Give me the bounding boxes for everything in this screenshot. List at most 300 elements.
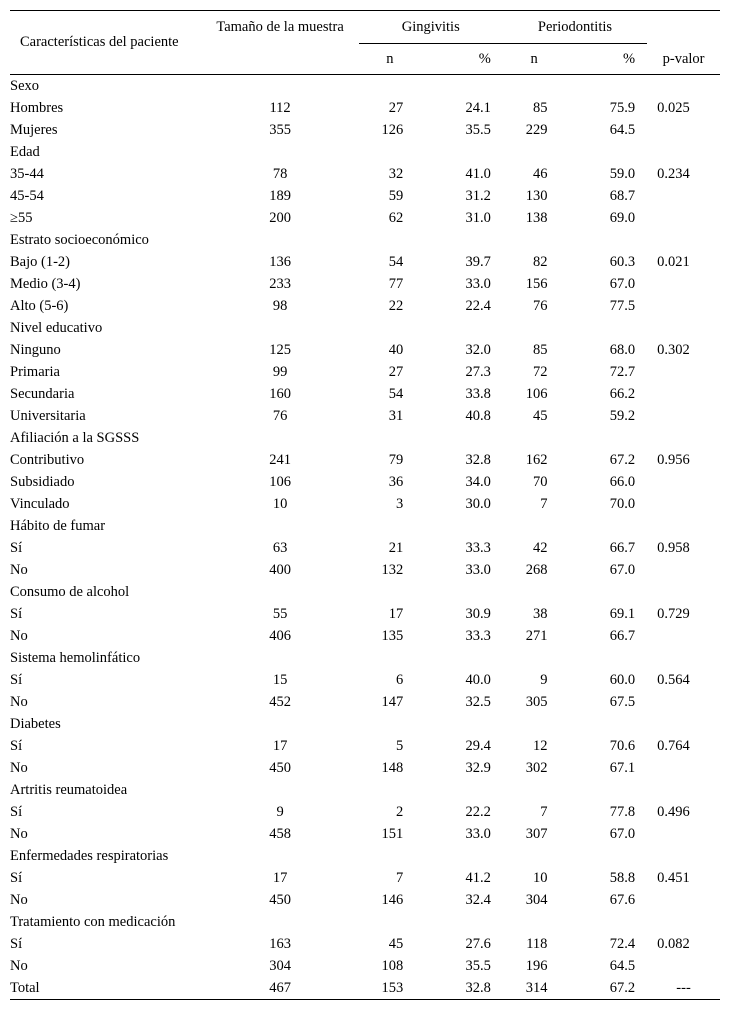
group-label: Estrato socioeconómico — [10, 231, 149, 248]
row-label: Hombres — [10, 99, 64, 116]
sample-size-value: 400 — [269, 561, 291, 578]
empty-cell — [359, 515, 422, 537]
total-row — [10, 977, 720, 1000]
empty-cell — [202, 911, 359, 933]
empty-cell — [503, 911, 566, 933]
gingivitis-n-value: 148 — [381, 759, 404, 776]
sample-size-value: 163 — [269, 935, 291, 952]
header-gingivitis: Gingivitis — [359, 11, 503, 44]
table-row — [10, 493, 720, 515]
empty-cell — [421, 779, 503, 801]
pvalue-value — [647, 207, 720, 229]
sample-size-value: 78 — [272, 165, 288, 182]
empty-cell — [202, 141, 359, 163]
pvalue-value: 0.021 — [657, 253, 690, 270]
empty-cell — [503, 75, 566, 98]
empty-cell — [421, 229, 503, 251]
header-gingivitis-n: n — [386, 50, 394, 67]
row-label: Bajo (1-2) — [10, 253, 70, 270]
empty-cell — [359, 713, 422, 735]
group-header-row — [10, 779, 720, 801]
row-label: No — [10, 561, 28, 578]
row-label: No — [10, 627, 28, 644]
periodontitis-pct-value: 70.6 — [609, 737, 636, 754]
empty-cell — [202, 427, 359, 449]
group-label: Enfermedades respiratorias — [10, 847, 169, 864]
empty-cell — [565, 845, 647, 867]
table-row — [10, 339, 720, 361]
gingivitis-pct-value: 33.8 — [465, 385, 491, 402]
group-header-row — [10, 317, 720, 339]
empty-cell — [647, 141, 720, 163]
row-label: Vinculado — [10, 495, 70, 512]
gingivitis-n-value: 27 — [388, 363, 404, 380]
total-gingivitis-pct: 32.8 — [465, 979, 491, 996]
periodontitis-n-value: 106 — [525, 385, 548, 402]
periodontitis-n-value: 302 — [525, 759, 548, 776]
periodontitis-n-value: 130 — [525, 187, 548, 204]
periodontitis-n-value: 85 — [532, 341, 548, 358]
periodontitis-n-value: 38 — [532, 605, 548, 622]
row-label: Sí — [10, 539, 23, 556]
gingivitis-pct-value: 29.4 — [465, 737, 491, 754]
group-label: Hábito de fumar — [10, 517, 106, 534]
row-label: Universitaria — [10, 407, 86, 424]
table-row — [10, 867, 720, 889]
periodontitis-pct-value: 68.0 — [609, 341, 636, 358]
total-pvalue: --- — [676, 979, 691, 996]
table-row — [10, 185, 720, 207]
row-label: Medio (3-4) — [10, 275, 81, 292]
sample-size-value: 241 — [269, 451, 291, 468]
sample-size-value: 17 — [272, 737, 288, 754]
empty-cell — [647, 647, 720, 669]
empty-cell — [202, 647, 359, 669]
empty-cell — [647, 713, 720, 735]
pvalue-value: 0.764 — [657, 737, 690, 754]
table-row — [10, 669, 720, 691]
row-label: Mujeres — [10, 121, 58, 138]
sample-size-value: 106 — [269, 473, 291, 490]
pvalue-value: 0.234 — [657, 165, 690, 182]
empty-cell — [565, 911, 647, 933]
table-body — [10, 75, 720, 1000]
empty-cell — [421, 141, 503, 163]
empty-cell — [202, 317, 359, 339]
periodontitis-n-value: 85 — [532, 99, 548, 116]
group-label: Diabetes — [10, 715, 61, 732]
empty-cell — [421, 581, 503, 603]
empty-cell — [359, 779, 422, 801]
empty-cell — [647, 427, 720, 449]
header-periodontitis-pct: % — [623, 50, 636, 67]
gingivitis-n-value: 3 — [395, 495, 404, 512]
pvalue-value: 0.496 — [657, 803, 690, 820]
header-row-top — [10, 11, 720, 45]
periodontitis-n-value: 12 — [532, 737, 548, 754]
table-row — [10, 295, 720, 317]
pvalue-value — [647, 493, 720, 515]
periodontitis-n-value: 10 — [532, 869, 548, 886]
header-sample-size: Tamaño de la muestra — [216, 19, 344, 35]
table-row — [10, 955, 720, 977]
sample-size-value: 125 — [269, 341, 291, 358]
table-row — [10, 163, 720, 185]
row-label: Subsidiado — [10, 473, 75, 490]
sample-size-value: 450 — [269, 759, 291, 776]
group-label: Artritis reumatoidea — [10, 781, 128, 798]
table-row — [10, 559, 720, 581]
sample-size-value: 9 — [276, 803, 284, 820]
sample-size-value: 15 — [272, 671, 288, 688]
empty-cell — [647, 911, 720, 933]
sample-size-value: 458 — [269, 825, 291, 842]
gingivitis-n-value: 6 — [395, 671, 404, 688]
table-row — [10, 251, 720, 273]
periodontitis-pct-value: 66.0 — [609, 473, 636, 490]
periodontitis-pct-value: 70.0 — [609, 495, 636, 512]
pvalue-value — [647, 185, 720, 207]
gingivitis-n-value: 36 — [388, 473, 404, 490]
table-row — [10, 735, 720, 757]
empty-cell — [421, 317, 503, 339]
gingivitis-n-value: 32 — [388, 165, 404, 182]
gingivitis-pct-value: 35.5 — [465, 957, 491, 974]
sample-size-value: 63 — [272, 539, 288, 556]
gingivitis-n-value: 22 — [388, 297, 404, 314]
gingivitis-n-value: 151 — [381, 825, 404, 842]
periodontitis-pct-value: 67.6 — [609, 891, 636, 908]
gingivitis-n-value: 79 — [388, 451, 404, 468]
periodontitis-n-value: 118 — [526, 935, 548, 952]
table-row — [10, 889, 720, 911]
empty-cell — [503, 317, 566, 339]
group-label: Tratamiento con medicación — [10, 913, 176, 930]
pvalue-value — [647, 295, 720, 317]
gingivitis-pct-value: 31.2 — [465, 187, 491, 204]
total-periodontitis-n: 314 — [525, 979, 548, 996]
table-row — [10, 823, 720, 845]
empty-cell — [359, 845, 422, 867]
pvalue-value — [647, 691, 720, 713]
table-row — [10, 405, 720, 427]
gingivitis-pct-value: 27.3 — [465, 363, 491, 380]
empty-cell — [421, 515, 503, 537]
gingivitis-pct-value: 32.0 — [465, 341, 491, 358]
empty-cell — [647, 229, 720, 251]
empty-cell — [421, 647, 503, 669]
gingivitis-pct-value: 32.9 — [465, 759, 491, 776]
pvalue-value — [647, 119, 720, 141]
empty-cell — [421, 75, 503, 98]
pvalue-value: 0.451 — [657, 869, 690, 886]
gingivitis-n-value: 147 — [381, 693, 404, 710]
group-label: Consumo de alcohol — [10, 583, 130, 600]
periodontitis-pct-value: 67.0 — [609, 275, 636, 292]
periodontitis-n-value: 76 — [532, 297, 548, 314]
empty-cell — [421, 911, 503, 933]
pvalue-value — [647, 273, 720, 295]
sample-size-value: 200 — [269, 209, 291, 226]
row-label: Sí — [10, 935, 23, 952]
sample-size-value: 76 — [272, 407, 288, 424]
empty-cell — [202, 75, 359, 98]
table-row — [10, 361, 720, 383]
pvalue-value — [647, 405, 720, 427]
gingivitis-n-value: 135 — [381, 627, 404, 644]
gingivitis-n-value: 54 — [388, 385, 404, 402]
total-periodontitis-pct: 67.2 — [609, 979, 636, 996]
pvalue-value: 0.956 — [657, 451, 690, 468]
gingivitis-n-value: 59 — [388, 187, 404, 204]
periodontitis-pct-value: 64.5 — [609, 121, 636, 138]
periodontitis-n-value: 162 — [525, 451, 548, 468]
empty-cell — [202, 779, 359, 801]
sample-size-value: 189 — [269, 187, 291, 204]
gingivitis-pct-value: 32.8 — [465, 451, 491, 468]
periodontitis-pct-value: 67.1 — [609, 759, 636, 776]
group-header-row — [10, 141, 720, 163]
table-row — [10, 537, 720, 559]
pvalue-value — [647, 955, 720, 977]
gingivitis-pct-value: 33.0 — [465, 825, 491, 842]
gingivitis-pct-value: 41.2 — [465, 869, 491, 886]
periodontitis-n-value: 305 — [525, 693, 548, 710]
gingivitis-pct-value: 34.0 — [465, 473, 491, 490]
sample-size-value: 99 — [272, 363, 288, 380]
empty-cell — [202, 581, 359, 603]
group-label: Sexo — [10, 77, 39, 94]
empty-cell — [503, 141, 566, 163]
sample-size-value: 112 — [269, 99, 291, 116]
pvalue-value — [647, 625, 720, 647]
row-label: No — [10, 825, 28, 842]
gingivitis-pct-value: 32.4 — [465, 891, 491, 908]
periodontitis-n-value: 72 — [532, 363, 548, 380]
periodontitis-pct-value: 66.2 — [609, 385, 636, 402]
empty-cell — [647, 581, 720, 603]
periodontitis-n-value: 82 — [532, 253, 548, 270]
pvalue-value: 0.025 — [657, 99, 690, 116]
table-row — [10, 449, 720, 471]
table-row — [10, 97, 720, 119]
empty-cell — [202, 713, 359, 735]
gingivitis-pct-value: 22.4 — [465, 297, 491, 314]
empty-cell — [202, 515, 359, 537]
empty-cell — [565, 647, 647, 669]
gingivitis-pct-value: 33.0 — [465, 275, 491, 292]
table-row — [10, 933, 720, 955]
row-label: Sí — [10, 803, 23, 820]
gingivitis-pct-value: 30.9 — [465, 605, 491, 622]
gingivitis-pct-value: 24.1 — [465, 99, 491, 116]
sample-size-value: 10 — [272, 495, 288, 512]
empty-cell — [359, 229, 422, 251]
group-label: Edad — [10, 143, 40, 160]
header-periodontitis-n: n — [530, 50, 538, 67]
periodontitis-n-value: 138 — [525, 209, 548, 226]
pvalue-value: 0.564 — [657, 671, 690, 688]
pvalue-value: 0.729 — [657, 605, 690, 622]
header-characteristic: Características del paciente — [20, 34, 179, 50]
table-row — [10, 625, 720, 647]
table-row — [10, 273, 720, 295]
periodontitis-n-value: 268 — [525, 561, 548, 578]
gingivitis-pct-value: 31.0 — [465, 209, 491, 226]
gingivitis-n-value: 77 — [388, 275, 404, 292]
gingivitis-pct-value: 41.0 — [465, 165, 491, 182]
sample-size-value: 452 — [269, 693, 291, 710]
empty-cell — [647, 845, 720, 867]
pvalue-value — [647, 889, 720, 911]
periodontitis-n-value: 45 — [532, 407, 548, 424]
sample-size-value: 98 — [272, 297, 288, 314]
periodontitis-n-value: 7 — [540, 495, 548, 512]
empty-cell — [359, 911, 422, 933]
gingivitis-pct-value: 30.0 — [465, 495, 491, 512]
gingivitis-n-value: 2 — [395, 803, 404, 820]
gingivitis-n-value: 45 — [388, 935, 404, 952]
group-header-row — [10, 427, 720, 449]
gingivitis-pct-value: 32.5 — [465, 693, 491, 710]
gingivitis-n-value: 146 — [381, 891, 404, 908]
gingivitis-n-value: 40 — [388, 341, 404, 358]
header-periodontitis: Periodontitis — [503, 11, 647, 44]
group-header-row — [10, 229, 720, 251]
group-label: Nivel educativo — [10, 319, 103, 336]
row-label: 35-44 — [10, 165, 44, 182]
periodontitis-n-value: 70 — [532, 473, 548, 490]
periodontitis-pct-value: 66.7 — [609, 539, 636, 556]
total-sample-size: 467 — [269, 979, 291, 996]
empty-cell — [565, 713, 647, 735]
sample-size-value: 17 — [272, 869, 288, 886]
gingivitis-n-value: 7 — [395, 869, 404, 886]
empty-cell — [503, 845, 566, 867]
gingivitis-n-value: 126 — [381, 121, 404, 138]
header-gingivitis-pct: % — [478, 50, 491, 67]
periodontitis-n-value: 196 — [525, 957, 548, 974]
row-label: Sí — [10, 671, 23, 688]
periodontitis-pct-value: 67.0 — [609, 561, 636, 578]
row-label: 45-54 — [10, 187, 44, 204]
gingivitis-n-value: 54 — [388, 253, 404, 270]
empty-cell — [565, 317, 647, 339]
empty-cell — [359, 141, 422, 163]
empty-cell — [359, 647, 422, 669]
empty-cell — [565, 75, 647, 98]
sample-size-value: 304 — [269, 957, 291, 974]
periodontitis-pct-value: 77.8 — [609, 803, 636, 820]
periodontitis-pct-value: 75.9 — [609, 99, 636, 116]
periodontitis-n-value: 46 — [532, 165, 548, 182]
gingivitis-n-value: 108 — [381, 957, 404, 974]
sample-size-value: 136 — [269, 253, 291, 270]
gingivitis-n-value: 17 — [388, 605, 404, 622]
table-row — [10, 691, 720, 713]
gingivitis-pct-value: 27.6 — [465, 935, 491, 952]
periodontitis-pct-value: 64.5 — [609, 957, 636, 974]
periodontitis-pct-value: 67.0 — [609, 825, 636, 842]
empty-cell — [503, 647, 566, 669]
empty-cell — [565, 427, 647, 449]
periodontitis-pct-value: 59.2 — [609, 407, 636, 424]
table-row — [10, 801, 720, 823]
empty-cell — [421, 713, 503, 735]
gingivitis-pct-value: 33.0 — [465, 561, 491, 578]
total-label: Total — [10, 979, 40, 996]
total-gingivitis-n: 153 — [381, 979, 404, 996]
table-row — [10, 207, 720, 229]
empty-cell — [421, 845, 503, 867]
table-row — [10, 603, 720, 625]
row-label: Alto (5-6) — [10, 297, 69, 314]
row-label: Primaria — [10, 363, 60, 380]
row-label: Sí — [10, 869, 23, 886]
empty-cell — [503, 779, 566, 801]
periodontitis-pct-value: 59.0 — [609, 165, 636, 182]
row-label: Sí — [10, 605, 23, 622]
table-row — [10, 119, 720, 141]
empty-cell — [503, 581, 566, 603]
periodontitis-pct-value: 77.5 — [609, 297, 636, 314]
empty-cell — [565, 141, 647, 163]
periodontitis-n-value: 7 — [540, 803, 548, 820]
row-label: Secundaria — [10, 385, 75, 402]
pvalue-value: 0.302 — [657, 341, 690, 358]
pvalue-value: 0.082 — [657, 935, 690, 952]
empty-cell — [359, 581, 422, 603]
group-header-row — [10, 75, 720, 98]
group-header-row — [10, 581, 720, 603]
gingivitis-pct-value: 40.0 — [465, 671, 491, 688]
gingivitis-n-value: 62 — [388, 209, 404, 226]
empty-cell — [647, 515, 720, 537]
periodontitis-pct-value: 60.3 — [609, 253, 636, 270]
table-row — [10, 383, 720, 405]
group-header-row — [10, 515, 720, 537]
periodontitis-pct-value: 69.1 — [609, 605, 636, 622]
table-row — [10, 757, 720, 779]
gingivitis-n-value: 5 — [395, 737, 404, 754]
gingivitis-pct-value: 33.3 — [465, 627, 491, 644]
periodontitis-pct-value: 67.5 — [609, 693, 636, 710]
group-header-row — [10, 845, 720, 867]
table-row — [10, 471, 720, 493]
pvalue-value — [647, 823, 720, 845]
gingivitis-n-value: 27 — [388, 99, 404, 116]
pvalue-value — [647, 559, 720, 581]
empty-cell — [503, 229, 566, 251]
pvalue-value — [647, 757, 720, 779]
gingivitis-n-value: 21 — [388, 539, 404, 556]
sample-size-value: 55 — [272, 605, 288, 622]
header-pvalue: p-valor — [662, 51, 705, 67]
empty-cell — [647, 317, 720, 339]
periodontitis-pct-value: 69.0 — [609, 209, 636, 226]
row-label: ≥55 — [10, 209, 33, 226]
sample-size-value: 160 — [269, 385, 291, 402]
empty-cell — [565, 515, 647, 537]
pvalue-value — [647, 383, 720, 405]
periodontitis-n-value: 304 — [525, 891, 548, 908]
pvalue-value — [647, 471, 720, 493]
periodontitis-pct-value: 60.0 — [609, 671, 636, 688]
pvalue-value: 0.958 — [657, 539, 690, 556]
row-label: Ninguno — [10, 341, 61, 358]
row-label: No — [10, 891, 28, 908]
empty-cell — [565, 229, 647, 251]
